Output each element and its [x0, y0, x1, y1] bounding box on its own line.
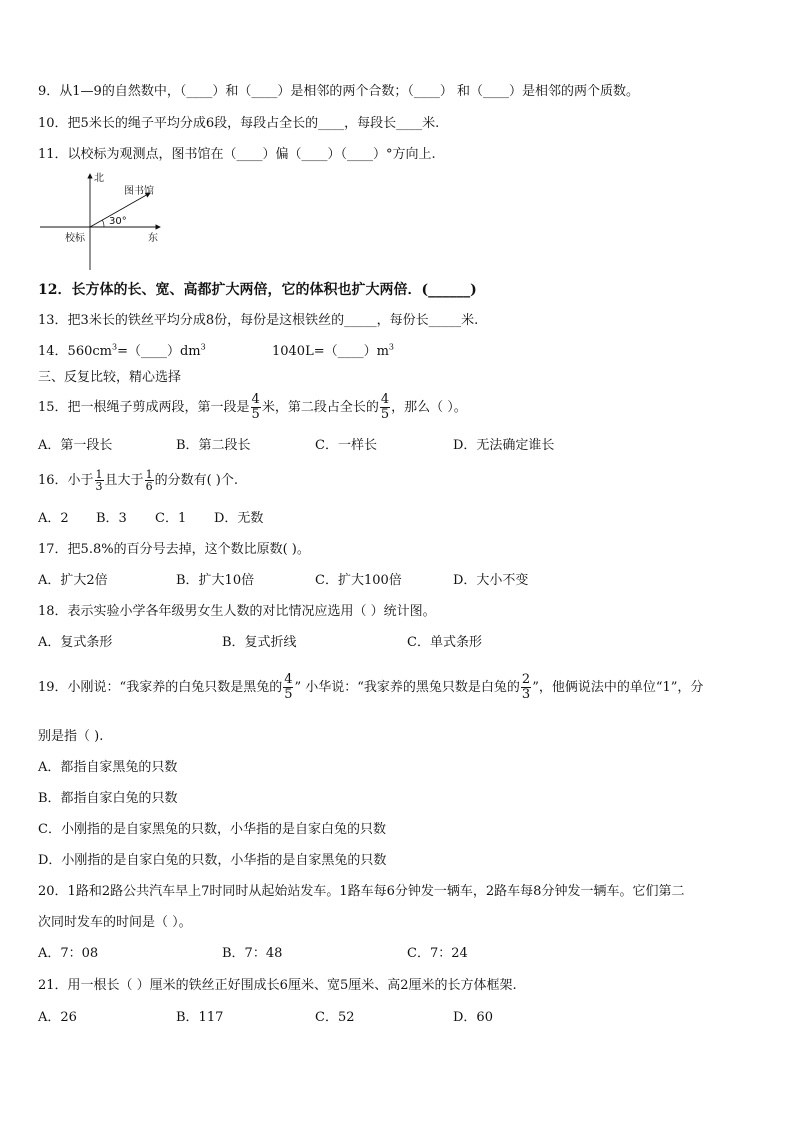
angle-arc — [102, 220, 104, 227]
q19-option-c[interactable]: C．小刚指的是自家黑兔的只数，小华指的是自家白兔的只数 — [38, 822, 386, 837]
question-20-cont: 次同时发车的时间是（ ）。 — [38, 915, 192, 930]
question-21: 21．用一根长（ ）厘米的铁丝正好围成长6厘米、宽5厘米、高2厘米的长方体框架. — [38, 978, 517, 993]
fraction-4-5: $\frac{4}{5}$ — [380, 392, 390, 422]
question-15 — [38, 392, 467, 424]
question-17: 17．把5.8%的百分号去掉，这个数比原数( )。 — [38, 542, 310, 557]
q17-option-d[interactable]: D．大小不变 — [453, 573, 529, 588]
question-9: 9．从1—9的自然数中，（____）和（____）是相邻的两个合数；（____） 和（____）是相邻的两个质数。 — [38, 84, 639, 99]
direction-diagram — [38, 170, 178, 274]
q14-sup-3: 3 — [388, 342, 395, 352]
q19-text-3: ”，他俩说法中的单位“1”，分 — [532, 680, 704, 695]
question-18: 18．表示实验小学各年级男女生人数的对比情况应选用（ ）统计图。 — [38, 604, 436, 619]
q14-part1-pre: 14．560cm — [38, 344, 112, 359]
q15-text-2: 米，第二段占全长的 — [261, 400, 379, 415]
fraction-1-6: $\frac{1}{6}$ — [145, 468, 153, 493]
q18-option-b[interactable]: B．复式折线 — [222, 635, 297, 650]
q16-text-1: 16．小于 — [38, 473, 94, 488]
q15-text-1: 15．把一根绳子剪成两段，第一段是 — [38, 400, 250, 415]
q21-option-c[interactable]: C．52 — [315, 1010, 355, 1025]
q14-part2: 1040L=（____）m — [271, 344, 389, 359]
fraction-2-3: $\frac{2}{3}$ — [521, 672, 531, 702]
q14-sup-2: 3 — [200, 342, 206, 352]
question-10: 10．把5米长的绳子平均分成6段，每段占全长的____，每段长____米. — [38, 116, 440, 131]
q21-option-b[interactable]: B．117 — [176, 1010, 224, 1025]
origin-label: 校标 — [65, 233, 85, 244]
q19-option-a[interactable]: A．都指自家黑兔的只数 — [38, 760, 178, 775]
q16-option-a[interactable]: A．2 — [38, 511, 69, 526]
q19-option-b[interactable]: B．都指自家白兔的只数 — [38, 791, 178, 806]
question-13: 13．把3米长的铁丝平均分成8份，每份是这根铁丝的_____，每份长_____米. — [38, 313, 479, 328]
q16-option-b[interactable]: B．3 — [96, 511, 127, 526]
q19-text-2: ” 小华说：“我家养的黑兔只数是白兔的 — [294, 680, 520, 695]
question-19 — [38, 671, 703, 705]
q20-option-b[interactable]: B．7：48 — [222, 946, 283, 961]
q21-option-d[interactable]: D．60 — [453, 1010, 493, 1025]
q15-option-d[interactable]: D．无法确定谁长 — [453, 438, 555, 453]
q17-option-c[interactable]: C．扩大100倍 — [315, 573, 402, 588]
q16-option-c[interactable]: C．1 — [155, 511, 187, 526]
q15-text-3: ，那么（ ）。 — [391, 400, 467, 415]
q14-sup-1: 3 — [111, 342, 118, 352]
q15-option-c[interactable]: C．一样长 — [315, 438, 377, 453]
question-19-cont: 别是指（ ). — [38, 729, 104, 744]
q16-option-d[interactable]: D．无数 — [214, 511, 264, 526]
question-11: 11．以校标为观测点，图书馆在（____）偏（____）（____）°方向上. — [38, 147, 436, 162]
section-3-heading: 三、反复比较，精心选择 — [38, 370, 182, 385]
question-14 — [38, 344, 394, 360]
question-12: 12．长方体的长、宽、高都扩大两倍，它的体积也扩大两倍．(______) — [38, 282, 477, 298]
q15-option-a[interactable]: A．第一段长 — [38, 438, 113, 453]
q19-text-1: 19．小刚说：“我家养的白兔只数是黑兔的 — [38, 680, 283, 695]
library-label: 图书馆 — [124, 186, 154, 197]
question-20: 20．1路和2路公共汽车早上7时同时从起始站发车。1路车每6分钟发一辆车，2路车每8分钟发一辆车。它们第二 — [38, 884, 685, 899]
fraction-4-5: $\frac{4}{5}$ — [251, 392, 260, 422]
q20-option-a[interactable]: A．7：08 — [38, 946, 99, 961]
q18-option-a[interactable]: A．复式条形 — [38, 635, 113, 650]
angle-label: 30° — [109, 216, 127, 227]
q15-option-b[interactable]: B．第二段长 — [176, 438, 251, 453]
question-16 — [38, 466, 238, 496]
fraction-1-3: $\frac{1}{3}$ — [95, 468, 103, 493]
q14-part1-post: =（____）dm — [117, 344, 201, 359]
q18-option-c[interactable]: C．单式条形 — [407, 635, 482, 650]
q19-option-d[interactable]: D．小刚指的是自家白兔的只数，小华指的是自家黑兔的只数 — [38, 853, 387, 868]
north-label: 北 — [94, 173, 104, 184]
q21-option-a[interactable]: A．26 — [38, 1010, 77, 1025]
east-label: 东 — [148, 233, 158, 244]
q20-option-c[interactable]: C．7：24 — [407, 946, 468, 961]
q17-option-a[interactable]: A．扩大2倍 — [38, 573, 108, 588]
q16-text-3: 的分数有( )个. — [154, 473, 238, 488]
q17-option-b[interactable]: B．扩大10倍 — [176, 573, 255, 588]
fraction-4-5: $\frac{4}{5}$ — [284, 672, 293, 702]
q16-text-2: 且大于 — [104, 473, 144, 488]
